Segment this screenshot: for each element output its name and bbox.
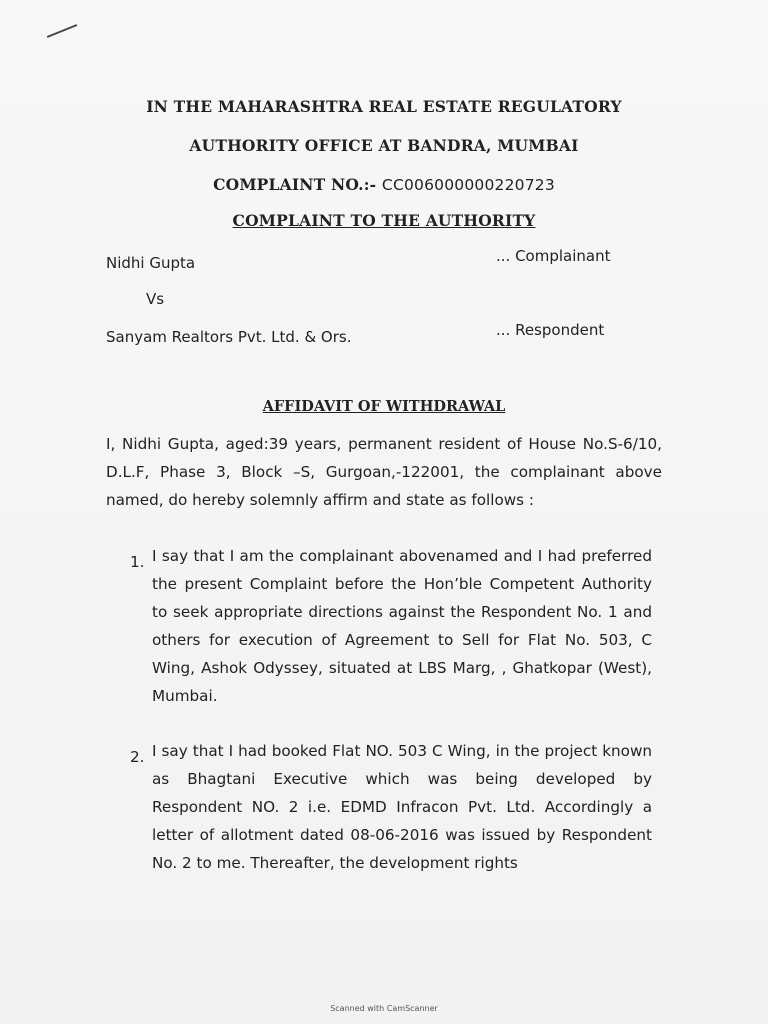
versus-label: Vs [146,290,165,308]
item-2-text: I say that I had booked Flat NO. 503 C Wing, in the project known as Bhagtani Executive which was being developed by Respondent NO. 2 i.e. EDMD Infracon Pvt. Ltd. Accordingly a letter of allotment dated 08-06-2016 was issued by Respondent No. 2 to me. Thereafter, the development rights [152,742,652,872]
complaint-label: COMPLAINT NO.:- [213,175,382,194]
respondent-role: ... Respondent [496,321,605,339]
item-1-number: 1. [130,553,145,571]
scanner-watermark: Scanned with CamScanner [330,1004,438,1013]
heading-line-1: IN THE MAHARASHTRA REAL ESTATE REGULATORY [146,97,622,116]
complaint-subtitle: COMPLAINT TO THE AUTHORITY [232,211,536,230]
item-1-text: I say that I am the complainant abovenamed and I had preferred the present Complaint before the Hon’ble Competent Authority to seek appropriate directions against the Respondent No. 1 and others for execution of Agreement to Sell for Flat No. 503, C Wing, Ashok Odyssey, situated at LBS Marg, , Ghatkopar (West), Mumbai. [152,547,652,705]
item-2-number: 2. [130,748,145,766]
complainant-name: Nidhi Gupta [106,254,196,272]
respondent-name: Sanyam Realtors Pvt. Ltd. & Ors. [106,328,352,346]
affidavit-title: AFFIDAVIT OF WITHDRAWAL [262,398,506,415]
complaint-number-line [0,175,768,194]
complainant-role: ... Complainant [496,247,611,265]
heading-line-2: AUTHORITY OFFICE AT BANDRA, MUMBAI [189,136,579,155]
complaint-number: CC006000000220723 [381,176,555,194]
pen-mark [47,24,77,38]
affidavit-intro: I, Nidhi Gupta, aged:39 years, permanent resident of House No.S-6/10, D.L.F, Phase 3, Block –S, Gurgoan,-122001, the complainant above named, do hereby solemnly affirm and state as follows : [106,435,662,509]
